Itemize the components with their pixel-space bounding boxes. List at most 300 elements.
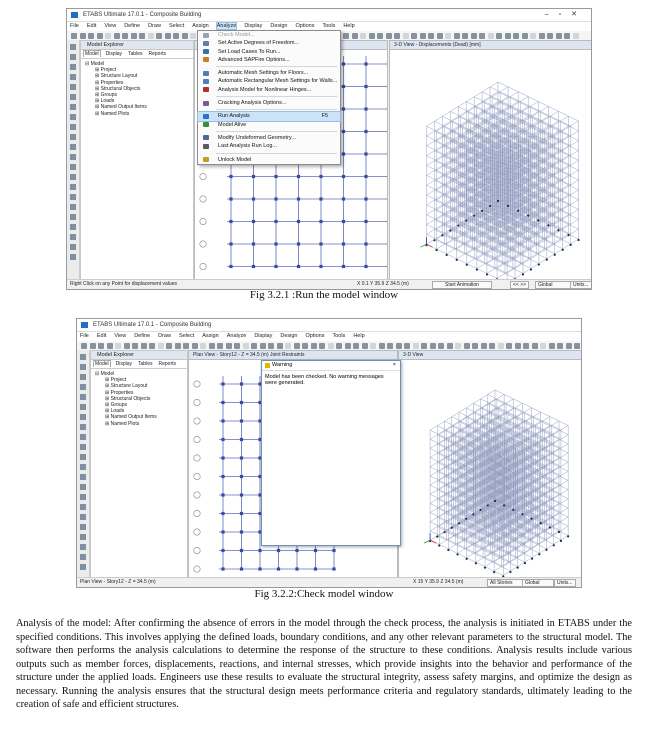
menu-file[interactable]: File xyxy=(70,23,79,29)
toolbar-button[interactable] xyxy=(71,33,77,39)
draw-tool-button[interactable] xyxy=(70,134,76,140)
toolbar-button[interactable] xyxy=(532,343,538,349)
beam-line xyxy=(476,467,541,507)
draw-tool-button[interactable] xyxy=(80,544,86,550)
toolbar-button[interactable] xyxy=(564,33,570,39)
draw-tool-button[interactable] xyxy=(70,234,76,240)
joint-node xyxy=(252,175,255,178)
toolbar-button[interactable] xyxy=(132,343,138,349)
window-controls[interactable]: –▫✕ xyxy=(544,11,587,18)
beam-line xyxy=(439,440,504,480)
menu-item-analysis-model-for-nonlinear-hinges[interactable] xyxy=(198,86,340,94)
draw-tool-button[interactable] xyxy=(80,504,86,510)
toolbar-button[interactable] xyxy=(370,343,376,349)
beam-line xyxy=(494,430,559,470)
toolbar-button[interactable] xyxy=(540,343,546,349)
window-title: ETABS Ultimate 17.0.1 - Composite Building xyxy=(83,12,202,18)
draw-tool-button[interactable] xyxy=(80,554,86,560)
draw-tool-button[interactable] xyxy=(70,154,76,160)
draw-tool-button[interactable] xyxy=(80,534,86,540)
joint-node xyxy=(221,567,224,570)
toolbar-button[interactable] xyxy=(445,33,451,39)
toolbar-button[interactable] xyxy=(277,343,283,349)
menu-define[interactable]: Define xyxy=(134,333,151,339)
draw-tool-button[interactable] xyxy=(80,414,86,420)
3d-view-window[interactable] xyxy=(398,350,582,578)
toolbar-button[interactable] xyxy=(557,343,563,349)
toolbar-button[interactable] xyxy=(523,343,529,349)
draw-tool-button[interactable] xyxy=(80,474,86,480)
grid-bubble xyxy=(200,173,206,179)
units-button[interactable]: Units... xyxy=(570,281,592,289)
toolbar-button[interactable] xyxy=(107,343,113,349)
support-node xyxy=(507,205,509,207)
toolbar-button[interactable] xyxy=(438,343,444,349)
menu-item-check-model[interactable] xyxy=(198,31,340,39)
toolbar-button[interactable] xyxy=(209,343,215,349)
expand-icon[interactable]: ⊞ xyxy=(95,91,101,98)
support-node xyxy=(456,553,458,555)
support-node xyxy=(570,244,572,246)
menu-item-modify-undeformed-geometry[interactable] xyxy=(198,134,340,142)
toolbar-button[interactable] xyxy=(530,33,536,39)
draw-tool-button[interactable] xyxy=(70,44,76,50)
expand-icon[interactable]: ⊞ xyxy=(105,395,111,402)
support-node xyxy=(487,504,489,506)
toolbar-button[interactable] xyxy=(428,33,434,39)
expand-icon[interactable]: ⊞ xyxy=(105,389,111,396)
menu-item-set-active-degrees-of-freedom[interactable] xyxy=(198,39,340,47)
beam-line xyxy=(476,421,541,461)
toolbar-button[interactable] xyxy=(343,33,349,39)
model-alive-icon xyxy=(203,122,209,127)
expand-icon[interactable]: ⊞ xyxy=(105,383,111,390)
toolbar-button[interactable] xyxy=(98,343,104,349)
menu-item-automatic-mesh-settings-for-floors[interactable] xyxy=(198,69,340,77)
toolbar-button[interactable] xyxy=(462,33,468,39)
toolbar-button[interactable] xyxy=(379,343,385,349)
toolbar-button[interactable] xyxy=(515,343,521,349)
figure-2-screenshot xyxy=(76,318,582,588)
draw-tool-button[interactable] xyxy=(70,64,76,70)
toolbar-button[interactable] xyxy=(115,343,121,349)
toolbar-button[interactable] xyxy=(165,33,171,39)
beam-line xyxy=(458,467,523,507)
support-node xyxy=(466,264,468,266)
toolbar-button[interactable] xyxy=(200,343,206,349)
support-node xyxy=(546,259,548,261)
joint-node xyxy=(342,62,345,65)
explorer-tab-display[interactable]: Display xyxy=(115,361,133,367)
toolbar-button[interactable] xyxy=(268,343,274,349)
toolbar-button[interactable] xyxy=(522,33,528,39)
toolbar-button[interactable] xyxy=(454,33,460,39)
shortcut-label: F5 xyxy=(321,113,328,120)
expand-icon[interactable]: ⊞ xyxy=(105,377,111,384)
toolbar-button[interactable] xyxy=(447,343,453,349)
support-node xyxy=(540,522,542,524)
toolbar-button[interactable] xyxy=(549,343,555,349)
draw-tool-button[interactable] xyxy=(70,124,76,130)
toolbar-button[interactable] xyxy=(302,343,308,349)
explorer-tab-tables[interactable]: Tables xyxy=(138,361,153,367)
draw-tool-button[interactable] xyxy=(80,444,86,450)
toolbar-button[interactable] xyxy=(328,343,334,349)
draw-tool-button[interactable] xyxy=(80,464,86,470)
draw-tool-button[interactable] xyxy=(80,484,86,490)
analysis-model-for-nonlinear-hinges-icon xyxy=(203,87,209,92)
draw-tool-button[interactable] xyxy=(70,244,76,250)
menu-assign[interactable]: Assign xyxy=(192,23,209,29)
beam-line xyxy=(458,513,523,553)
animation-nav-buttons[interactable]: << >> xyxy=(510,281,529,289)
explorer-tab-display[interactable]: Display xyxy=(105,51,123,57)
menu-tools[interactable]: Tools xyxy=(322,23,336,29)
support-node xyxy=(475,562,477,564)
toolbar-button[interactable] xyxy=(260,343,266,349)
menu-design[interactable]: Design xyxy=(280,333,298,339)
menu-item-unlock-model[interactable] xyxy=(198,156,340,164)
support-node xyxy=(512,509,514,511)
draw-tool-button[interactable] xyxy=(70,104,76,110)
draw-tool-button[interactable] xyxy=(70,164,76,170)
expand-icon[interactable]: ⊞ xyxy=(105,420,111,427)
menu-select[interactable]: Select xyxy=(168,23,185,29)
expand-icon[interactable]: ⊞ xyxy=(105,414,111,421)
menu-select[interactable]: Select xyxy=(178,333,195,339)
toolbar-button[interactable] xyxy=(421,343,427,349)
toolbar-button[interactable] xyxy=(505,33,511,39)
joint-node xyxy=(364,220,367,223)
joint-node xyxy=(364,152,367,155)
toolbar-button[interactable] xyxy=(217,343,223,349)
expand-icon[interactable]: ⊞ xyxy=(105,401,111,408)
toolbar-button[interactable] xyxy=(377,33,383,39)
tree-item-named-plots[interactable] xyxy=(95,421,187,427)
beam-line xyxy=(448,463,513,503)
menu-display[interactable]: Display xyxy=(254,333,273,339)
toolbar-button[interactable] xyxy=(437,33,443,39)
toolbar-button[interactable] xyxy=(387,343,393,349)
toolbar-button[interactable] xyxy=(190,33,196,39)
explorer-tab-reports[interactable]: Reports xyxy=(158,361,176,367)
menu-edit[interactable]: Edit xyxy=(96,333,107,339)
toolbar-button[interactable] xyxy=(114,33,120,39)
menu-separator xyxy=(216,153,337,154)
beam-line xyxy=(430,473,495,513)
menu-design[interactable]: Design xyxy=(270,23,288,29)
toolbar-button[interactable] xyxy=(294,343,300,349)
draw-tool-button[interactable] xyxy=(80,364,86,370)
toolbar-button[interactable] xyxy=(488,33,494,39)
support-node xyxy=(443,531,445,533)
beam-line xyxy=(430,463,495,503)
toolbar-button[interactable] xyxy=(479,33,485,39)
stories-select[interactable]: All Stories xyxy=(487,579,523,587)
toolbar-button[interactable] xyxy=(226,343,232,349)
joint-node xyxy=(221,438,224,441)
menu-assign[interactable]: Assign xyxy=(202,333,219,339)
menu-analyze[interactable]: Analyze xyxy=(226,333,247,339)
toolbar-button[interactable] xyxy=(471,33,477,39)
toolbar-button[interactable] xyxy=(539,33,545,39)
draw-tool-button[interactable] xyxy=(80,354,86,360)
toolbar-button[interactable] xyxy=(396,343,402,349)
expand-icon[interactable]: ⊞ xyxy=(95,67,101,74)
menu-analyze[interactable]: Analyze xyxy=(216,23,237,29)
toolbar-button[interactable] xyxy=(556,33,562,39)
draw-tool-button[interactable] xyxy=(70,174,76,180)
toolbar-button[interactable] xyxy=(80,33,86,39)
toolbar-button[interactable] xyxy=(97,33,103,39)
3d-frame-model[interactable] xyxy=(399,360,581,577)
menu-item-model-alive[interactable] xyxy=(198,121,340,129)
draw-tool-button[interactable] xyxy=(80,564,86,570)
joint-node xyxy=(319,220,322,223)
toolbar-button[interactable] xyxy=(386,33,392,39)
beam-line xyxy=(430,500,495,540)
draw-tool-button[interactable] xyxy=(70,214,76,220)
beam-line xyxy=(430,399,495,439)
toolbar-button[interactable] xyxy=(90,343,96,349)
toolbar-button[interactable] xyxy=(498,343,504,349)
beam-line xyxy=(467,444,532,484)
joint-node xyxy=(332,549,335,552)
beam-line xyxy=(503,444,568,484)
draw-tool-button[interactable] xyxy=(70,254,76,260)
menu-item-advanced-sapfire-options[interactable] xyxy=(198,56,340,64)
expand-icon[interactable]: ⊟ xyxy=(95,371,101,377)
toolbar-button[interactable] xyxy=(430,343,436,349)
toolbar-button[interactable] xyxy=(496,33,502,39)
explorer-tab-model[interactable]: Model xyxy=(85,51,99,57)
menu-define[interactable]: Define xyxy=(124,23,141,29)
draw-tool-button[interactable] xyxy=(70,94,76,100)
beam-line xyxy=(507,239,578,279)
menu-item-last-analysis-run-log[interactable] xyxy=(198,142,340,150)
toolbar-button[interactable] xyxy=(574,343,580,349)
expand-icon[interactable]: ⊞ xyxy=(95,79,101,86)
draw-tool-button[interactable] xyxy=(70,224,76,230)
toolbar-button[interactable] xyxy=(369,33,375,39)
joint-node xyxy=(295,549,298,552)
toolbar-button[interactable] xyxy=(506,343,512,349)
toolbar-button[interactable] xyxy=(88,33,94,39)
joint-node xyxy=(252,197,255,200)
menu-view[interactable]: View xyxy=(114,333,127,339)
toolbar-button[interactable] xyxy=(319,343,325,349)
support-node xyxy=(558,531,560,533)
tree-item-label: Project xyxy=(110,377,127,384)
menu-item-label: Set Active Degrees of Freedom... xyxy=(218,40,300,47)
tree-item-label: Structural Objects xyxy=(110,395,151,402)
joint-node xyxy=(240,438,243,441)
toolbar-button[interactable] xyxy=(362,343,368,349)
toolbar-button[interactable] xyxy=(394,33,400,39)
draw-tool-button[interactable] xyxy=(80,424,86,430)
toolbar-button[interactable] xyxy=(251,343,257,349)
menu-item-label: Unlock Model xyxy=(218,156,252,163)
toolbar-button[interactable] xyxy=(311,343,317,349)
menu-item-cracking-analysis-options[interactable] xyxy=(198,99,340,107)
joint-node xyxy=(314,567,317,570)
tree-item-label: Named Plots xyxy=(100,110,130,117)
beam-line xyxy=(494,421,559,461)
toolbar-button[interactable] xyxy=(566,343,572,349)
toolbar-button[interactable] xyxy=(175,343,181,349)
toolbar-button[interactable] xyxy=(353,343,359,349)
toolbar-button[interactable] xyxy=(464,343,470,349)
draw-tool-button[interactable] xyxy=(70,74,76,80)
menu-view[interactable]: View xyxy=(104,23,117,29)
beam-line xyxy=(448,408,513,448)
explorer-tab-tables[interactable]: Tables xyxy=(128,51,143,57)
menu-draw[interactable]: Draw xyxy=(158,333,171,339)
support-node xyxy=(449,229,451,231)
toolbar-button[interactable] xyxy=(411,33,417,39)
draw-tool-button[interactable] xyxy=(70,54,76,60)
toolbar-button[interactable] xyxy=(234,343,240,349)
menu-item-run-analysis[interactable] xyxy=(198,112,340,120)
joint-node xyxy=(229,197,232,200)
toolbar-button[interactable] xyxy=(166,343,172,349)
explorer-tab-model[interactable]: Model xyxy=(95,361,109,367)
joint-node xyxy=(258,567,261,570)
expand-icon[interactable]: ⊞ xyxy=(95,104,101,111)
toolbar-button[interactable] xyxy=(243,343,249,349)
toolbar-button[interactable] xyxy=(148,33,154,39)
explorer-tab-reports[interactable]: Reports xyxy=(148,51,166,57)
expand-icon[interactable]: ⊞ xyxy=(95,73,101,80)
toolbar-button[interactable] xyxy=(156,33,162,39)
support-node xyxy=(489,205,491,207)
toolbar-button[interactable] xyxy=(573,33,579,39)
tree-item-named-plots[interactable] xyxy=(85,111,193,117)
menu-options[interactable]: Options xyxy=(295,23,315,29)
toolbar-button[interactable] xyxy=(455,343,461,349)
grid-bubble xyxy=(194,381,200,387)
beam-line xyxy=(439,504,504,544)
close-icon[interactable]: × xyxy=(392,362,396,368)
menu-file[interactable]: File xyxy=(80,333,89,339)
draw-tool-button[interactable] xyxy=(80,384,86,390)
beam-line xyxy=(458,403,523,443)
draw-tool-button[interactable] xyxy=(70,114,76,120)
draw-tool-button[interactable] xyxy=(80,524,86,530)
toolbar-button[interactable] xyxy=(352,33,358,39)
expand-icon[interactable]: ⊟ xyxy=(85,61,91,67)
toolbar-button[interactable] xyxy=(105,33,111,39)
draw-tool-button[interactable] xyxy=(70,184,76,190)
etabs-app-icon xyxy=(71,12,78,18)
draw-tool-button[interactable] xyxy=(70,194,76,200)
3d-view-window[interactable] xyxy=(389,40,592,280)
toolbar-button[interactable] xyxy=(149,343,155,349)
toolbar-button[interactable] xyxy=(131,33,137,39)
toolbar-button[interactable] xyxy=(141,343,147,349)
toolbar-button[interactable] xyxy=(183,343,189,349)
menu-tools[interactable]: Tools xyxy=(332,333,346,339)
support-node xyxy=(578,239,580,241)
toolbar-button[interactable] xyxy=(285,343,291,349)
support-node xyxy=(547,224,549,226)
toolbar-button[interactable] xyxy=(420,33,426,39)
toolbar-button[interactable] xyxy=(489,343,495,349)
draw-tool-button[interactable] xyxy=(80,434,86,440)
draw-tool-button[interactable] xyxy=(70,144,76,150)
menu-help[interactable]: Help xyxy=(343,23,355,29)
units-button[interactable]: Units... xyxy=(554,579,576,587)
coordinate-system-select[interactable]: Global xyxy=(535,281,571,289)
toolbar-button[interactable] xyxy=(139,33,145,39)
menu-item-automatic-rectangular-mesh-settings-for-walls[interactable] xyxy=(198,77,340,85)
toolbar-button[interactable] xyxy=(182,33,188,39)
support-node xyxy=(472,513,474,515)
toolbar-button[interactable] xyxy=(173,33,179,39)
expand-icon[interactable]: ⊞ xyxy=(95,85,101,92)
menu-edit[interactable]: Edit xyxy=(86,23,97,29)
expand-icon[interactable]: ⊞ xyxy=(105,408,111,415)
toolbar-button[interactable] xyxy=(404,343,410,349)
toolbar-button[interactable] xyxy=(192,343,198,349)
toolbar-button[interactable] xyxy=(336,343,342,349)
joint-node xyxy=(314,549,317,552)
menu-item-label: Check Model... xyxy=(218,32,255,38)
toolbar-button[interactable] xyxy=(81,343,87,349)
3d-frame-model[interactable] xyxy=(390,50,591,279)
menu-help[interactable]: Help xyxy=(353,333,365,339)
tree-item-label: Properties xyxy=(110,389,134,396)
menu-draw[interactable]: Draw xyxy=(148,23,161,29)
toolbar-button[interactable] xyxy=(124,343,130,349)
menu-options[interactable]: Options xyxy=(305,333,325,339)
draw-tool-button[interactable] xyxy=(80,454,86,460)
toolbar-button[interactable] xyxy=(481,343,487,349)
toolbar-button[interactable] xyxy=(360,33,366,39)
grid-bubble xyxy=(194,547,200,553)
toolbar-button[interactable] xyxy=(413,343,419,349)
menu-display[interactable]: Display xyxy=(244,23,263,29)
coordinate-system-select[interactable]: Global xyxy=(522,579,554,587)
toolbar-button[interactable] xyxy=(403,33,409,39)
expand-icon[interactable]: ⊞ xyxy=(95,110,101,117)
draw-tool-button[interactable] xyxy=(80,494,86,500)
draw-tool-button[interactable] xyxy=(80,514,86,520)
menu-item-label: Model Alive xyxy=(218,121,247,128)
beam-line xyxy=(485,472,550,512)
beam-line xyxy=(458,440,523,480)
joint-node xyxy=(364,85,367,88)
joint-node xyxy=(221,382,224,385)
draw-tool-button[interactable] xyxy=(80,404,86,410)
draw-tool-button[interactable] xyxy=(70,204,76,210)
toolbar-button[interactable] xyxy=(345,343,351,349)
toolbar-button[interactable] xyxy=(122,33,128,39)
menu-item-set-load-cases-to-run[interactable] xyxy=(198,48,340,56)
toolbar-button[interactable] xyxy=(513,33,519,39)
draw-tool-button[interactable] xyxy=(80,374,86,380)
toolbar-button[interactable] xyxy=(158,343,164,349)
beam-line xyxy=(494,513,559,553)
tree-item-label: Groups xyxy=(100,91,117,98)
joint-node xyxy=(277,567,280,570)
draw-tool-button[interactable] xyxy=(80,394,86,400)
toolbar-button[interactable] xyxy=(547,33,553,39)
expand-icon[interactable]: ⊞ xyxy=(95,98,101,105)
draw-tool-button[interactable] xyxy=(70,84,76,90)
toolbar-button[interactable] xyxy=(472,343,478,349)
start-animation-button[interactable]: Start Animation xyxy=(432,281,492,289)
